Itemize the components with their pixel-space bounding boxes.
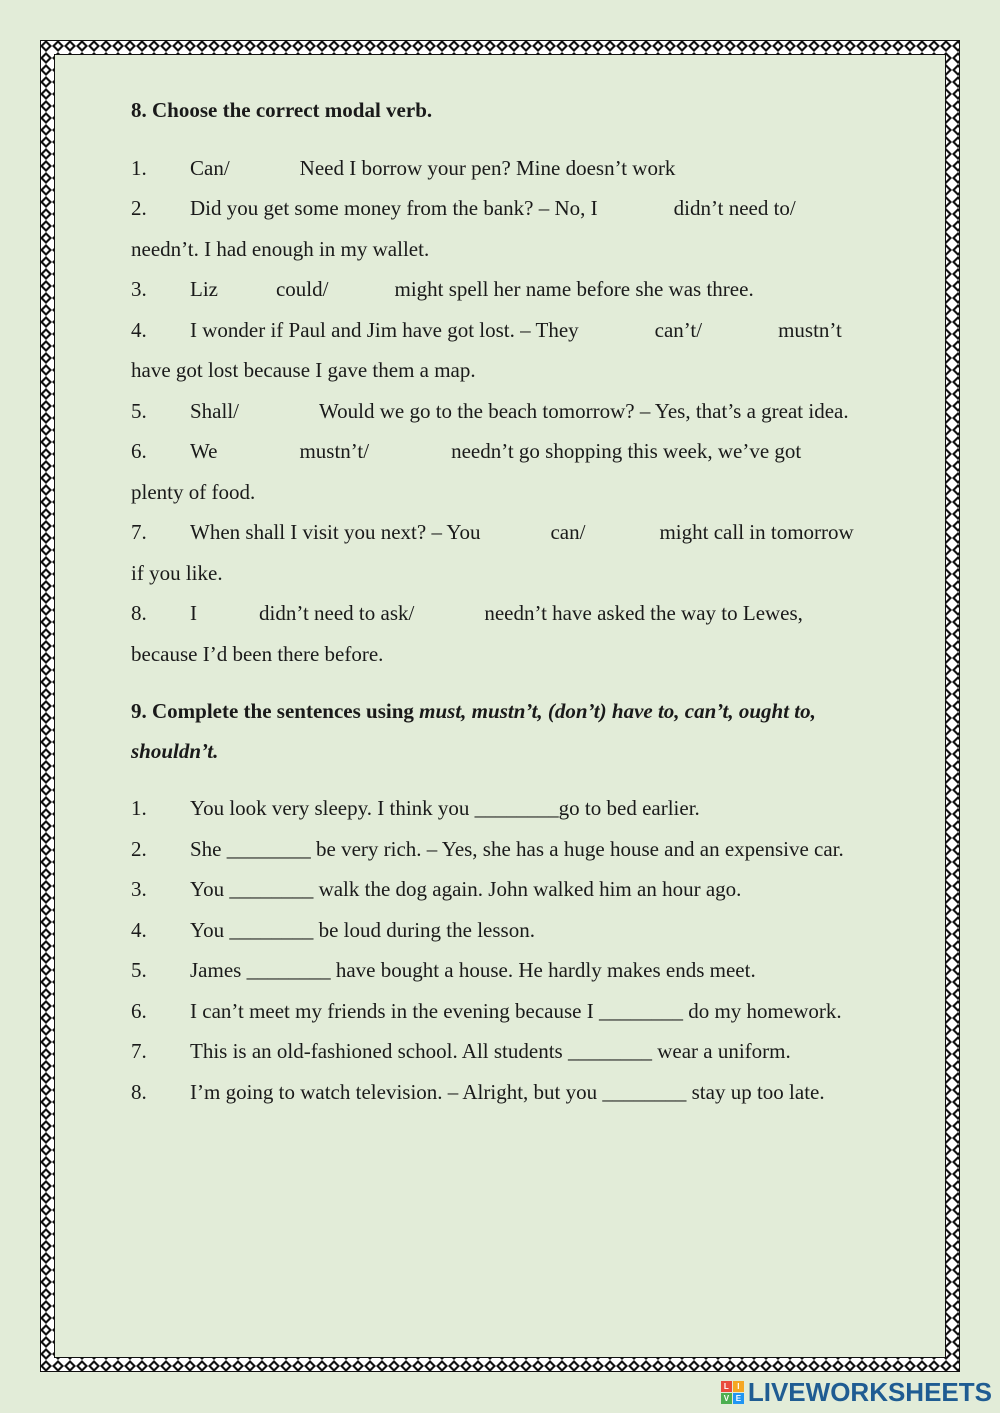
s9-item-3: 3. You ________ walk the dog again. John walked him an hour ago. (131, 877, 742, 901)
s8-item-6: 6. We mustn’t/ needn’t go shopping this week, we’ve got plenty of food. (131, 439, 802, 504)
section-8-heading: 8. Choose the correct modal verb. (131, 98, 433, 122)
s8-item-1: 1. Can/ Need I borrow your pen? Mine doesn’t work (131, 155, 676, 180)
section-9-heading: 9. Complete the sentences using must, mustn’t, (don’t) have to, can’t, ought to, shouldn’t. (131, 699, 816, 763)
s8-item-5: 5. Shall/ Would we go to the beach tomorrow? – Yes, that’s a great idea. (131, 398, 849, 423)
s8-item-8: 8. I didn’t need to ask/ needn’t have asked the way to Lewes, because I’d been there before. (131, 601, 803, 666)
s9-item-2: 2. She ________ be very rich. – Yes, she has a huge house and an expensive car. (131, 836, 844, 861)
s8-item-2: 2. Did you get some money from the bank? – No, I didn’t need to/ needn’t. I had enough in my wallet. (131, 196, 796, 261)
s8-item-7: 7. When shall I visit you next? – You can/ might call in tomorrow if you like. (131, 520, 854, 585)
s9-item-8: 8. I’m going to watch television. – Alright, but you ________ stay up too late. (131, 1079, 825, 1104)
liveworksheets-logo[interactable] (721, 1375, 992, 1409)
logo-mark-icon: L I V E (721, 1381, 744, 1404)
s9-item-5: 5. James ________ have bought a house. He hardly makes ends meet. (131, 958, 756, 982)
s9-item-7: 7. This is an old-fashioned school. All students ________ wear a uniform. (131, 1039, 791, 1063)
s8-item-3: 3. Liz could/ might spell her name before she was three. (131, 277, 754, 301)
worksheet-content (131, 90, 931, 1112)
s8-item-4: 4. I wonder if Paul and Jim have got lost. – They can’t/ mustn’t have got lost because I gave them a map. (131, 317, 842, 382)
logo-text: LIVEWORKSHEETS (747, 1376, 992, 1407)
s9-item-4: 4. You ________ be loud during the lesson. (131, 917, 535, 942)
s9-item-1: 1. You look very sleepy. I think you ________go to bed earlier. (131, 796, 700, 820)
s9-item-6: 6. I can’t meet my friends in the evening because I ________ do my homework. (131, 998, 842, 1023)
